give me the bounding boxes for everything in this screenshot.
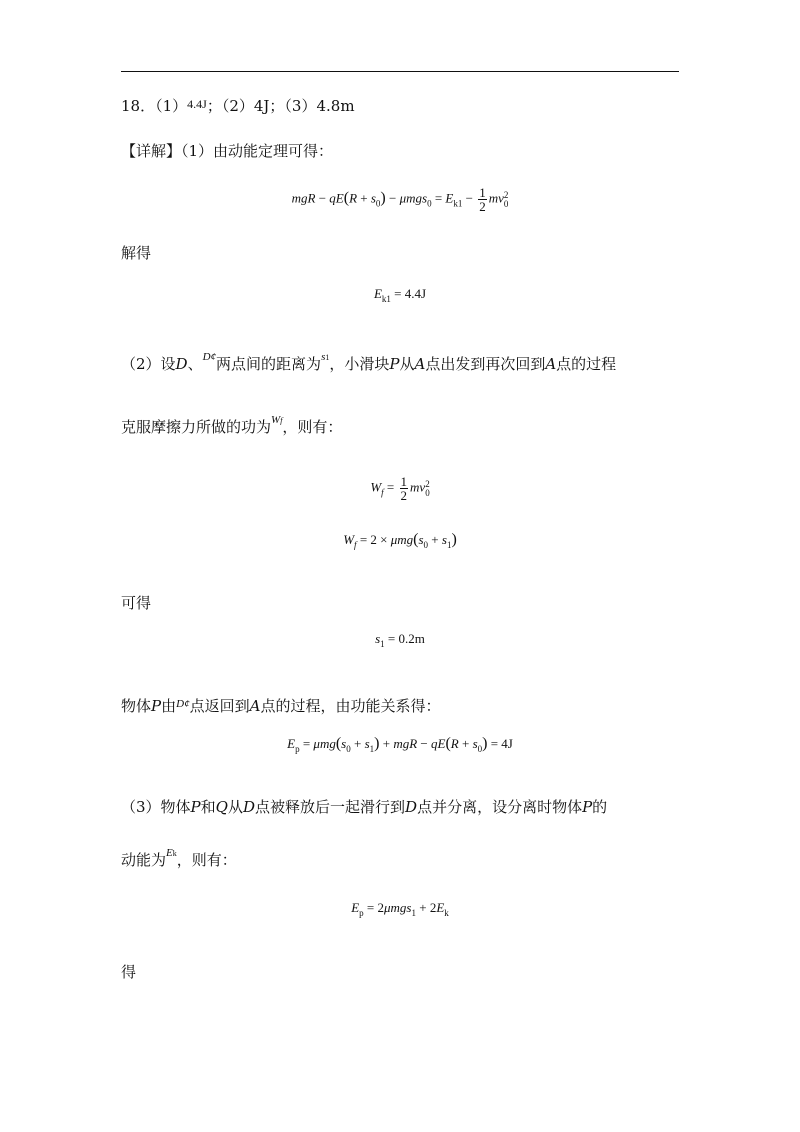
result-label: 可得 — [121, 594, 152, 612]
equation-ek1: $E_{k1} = 4.4J$ — [373, 286, 427, 304]
header-rule — [121, 71, 679, 72]
answer-2: 4J — [253, 97, 270, 115]
kinetic-energy-paragraph: 动能为$^{Ek}$，则有： — [121, 847, 237, 869]
equation-wf-friction: $W_f = 2 \times \mu mg(s_0 + s_1)$ — [343, 531, 457, 550]
solve-label: 解得 — [121, 244, 152, 262]
return-paragraph: 物体P由$^{D¢}$点返回到A点的过程，由功能关系得： — [121, 697, 441, 715]
final-label: 得 — [121, 963, 137, 981]
part3-paragraph: （3）物体P和Q从D点被释放后一起滑行到D点并分离，设分离时物体P的 — [121, 798, 608, 816]
equation-ep-split: $E_p = 2\mu mgs_1 + 2E_k$ — [351, 900, 449, 918]
detail-label: 【详解】 — [121, 142, 182, 160]
detail-heading: 【详解】（1）由动能定理可得： — [121, 142, 334, 160]
part2-paragraph: （2）设D、$^{D¢}$两点间的距离为$^{s1}$，小滑块P从A点出发到再次回到A点的过程 — [121, 351, 617, 373]
equation-energy-theorem: mgR − $qE(R + s_0) - \mu mgs_0 = E_{k1}$ − $\frac{1}{2}$ mv 2 0 — [291, 185, 509, 214]
equation-ep: $E_p = \mu mg(s_0 + s_1)$ + mgR − $qE(R + s_0) = 4J$ — [287, 735, 513, 754]
answer-3: 4.8m — [316, 97, 355, 115]
fraction-half: $\frac{1}{2}$ — [479, 185, 486, 214]
equation-wf-kinetic: $W_f$ = $\frac{1}{2}$ mv 2 0 — [370, 474, 430, 503]
equation-s1: $s_1 = 0.2m$ — [375, 631, 425, 649]
answer-line: 18．$(1)^{4.4J}$；（2）4J；（3）4.8m — [121, 97, 355, 115]
friction-work-paragraph: 克服摩擦力所做的功为$^{Wf}$，则有： — [121, 414, 343, 436]
answer-1: 4.4J — [187, 97, 207, 111]
question-number: 18． — [121, 97, 156, 115]
